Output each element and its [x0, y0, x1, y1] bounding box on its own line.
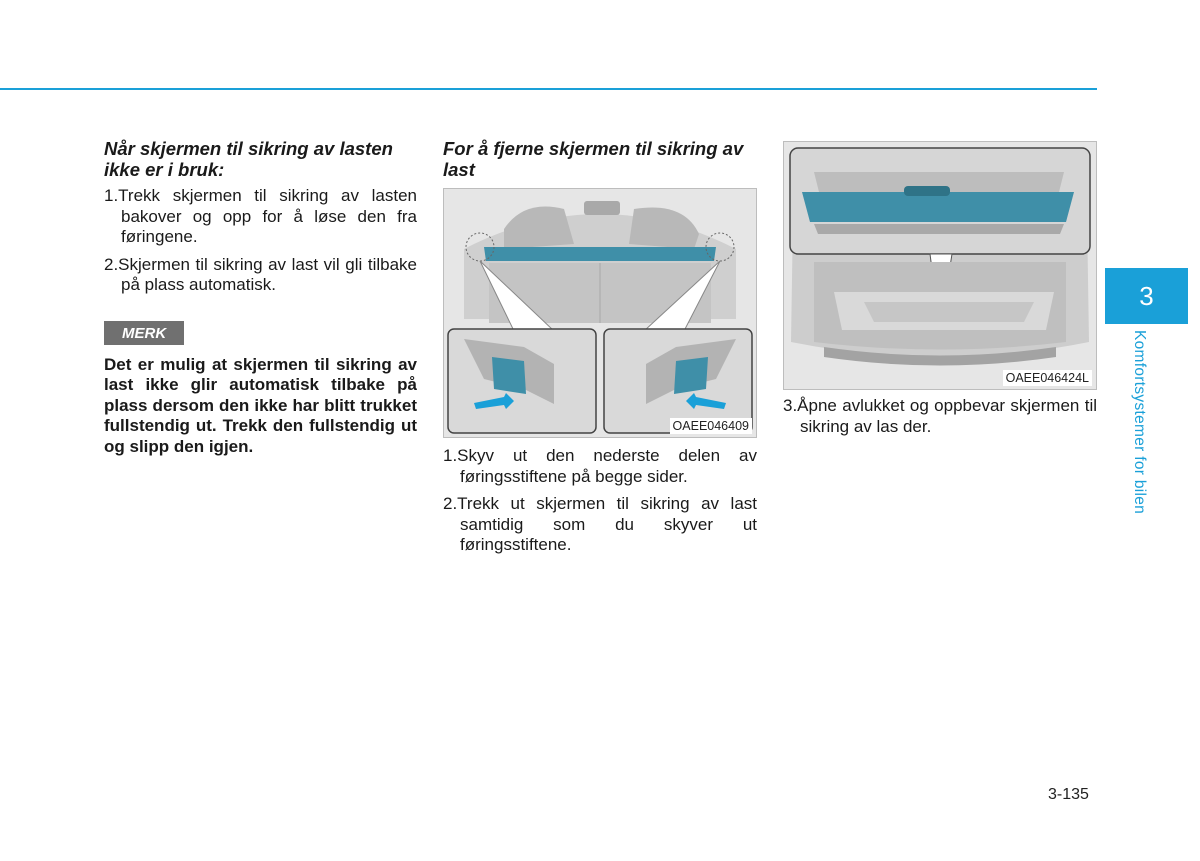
figure-code: OAEE046424L — [1003, 370, 1092, 386]
column-not-in-use — [104, 138, 417, 457]
note-text: Det er mulig at skjermen til sikring av last ikke glir automatisk tilbake på plass dersom den ikke har blitt trukket fullstendig ut. Trekk den fullstendig ut og slipp den igjen. — [104, 354, 417, 456]
instruction-step: 2.Skjermen til sikring av last vil gli tilbake på plass automatisk. — [104, 254, 417, 294]
section-heading: Når skjermen til sikring av lasten ikke er i bruk: — [104, 138, 393, 180]
chapter-title: Komfortsystemer for bilen — [1131, 330, 1148, 515]
section-heading: For å fjerne skjermen til sikring av last — [443, 138, 744, 180]
cargo-area-illustration — [444, 189, 756, 437]
instruction-step: 2.Trekk ut skjermen til sikring av last samtidig som du skyver ut føringsstiftene. — [443, 494, 757, 554]
figure-cover-storage — [783, 141, 1097, 390]
figure-code: OAEE046409 — [670, 418, 752, 434]
page-number: 3-135 — [1048, 786, 1089, 803]
header-rule — [0, 88, 1097, 90]
note-label: MERK — [104, 321, 184, 345]
instruction-list — [104, 186, 417, 296]
instruction-list — [783, 396, 1097, 437]
column-store-cover — [783, 141, 1097, 444]
chapter-tab: 3 — [1105, 268, 1188, 324]
instruction-step: 3.Åpne avlukket og oppbevar skjermen til sikring av las der. — [783, 396, 1097, 436]
column-remove-cover — [443, 138, 757, 563]
instruction-step: 1.Trekk skjermen til sikring av lasten bakover og opp for å løse den fra føringene. — [104, 186, 417, 246]
instruction-list — [443, 446, 757, 556]
instruction-step: 1.Skyv ut den nederste delen av føringsstiftene på begge sider. — [443, 446, 757, 486]
figure-cover-removal — [443, 188, 757, 438]
cargo-storage-illustration — [784, 142, 1096, 389]
